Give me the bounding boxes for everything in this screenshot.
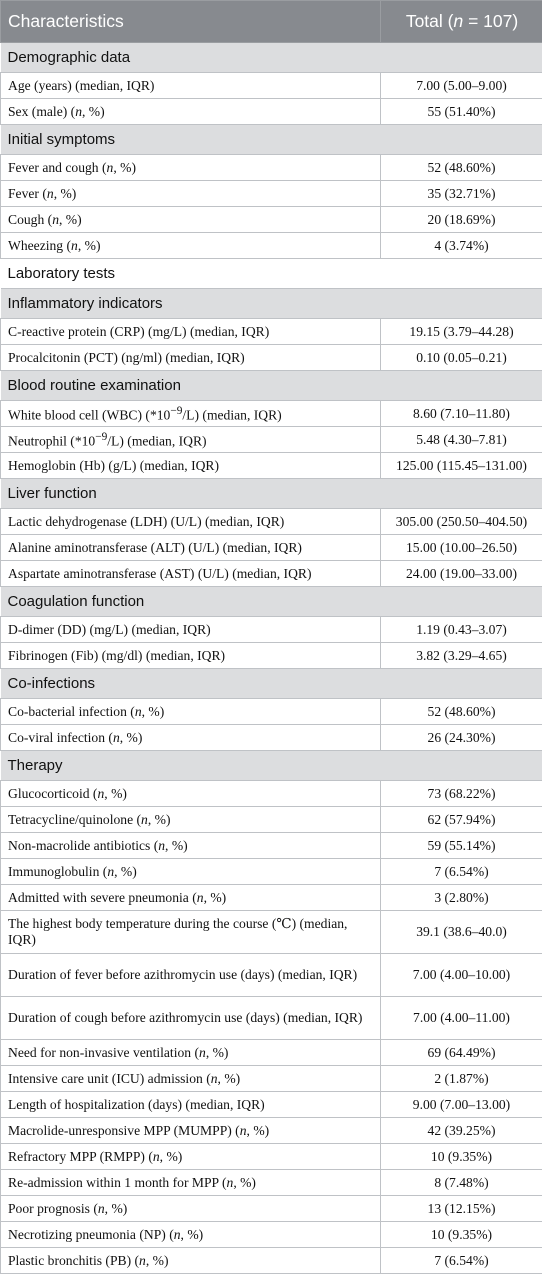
row-label: Alanine aminotransferase (ALT) (U/L) (median, IQR) — [1, 535, 381, 561]
row-label: Lactic dehydrogenase (LDH) (U/L) (median, IQR) — [1, 509, 381, 535]
table-header-row — [1, 1, 542, 43]
table-row — [1, 535, 542, 561]
row-label: Refractory MPP (RMPP) (n, %) — [1, 1144, 381, 1170]
table-row — [1, 997, 542, 1040]
row-label: Age (years) (median, IQR) — [1, 73, 381, 99]
row-value: 7.00 (4.00–10.00) — [381, 954, 542, 997]
table-row — [1, 807, 542, 833]
table-row — [1, 345, 542, 371]
row-label: Length of hospitalization (days) (median, IQR) — [1, 1092, 381, 1118]
table-row — [1, 833, 542, 859]
row-value: 2 (1.87%) — [381, 1066, 542, 1092]
table-row — [1, 699, 542, 725]
row-label: Co-viral infection (n, %) — [1, 725, 381, 751]
row-value: 7.00 (4.00–11.00) — [381, 997, 542, 1040]
row-value: 9.00 (7.00–13.00) — [381, 1092, 542, 1118]
row-value: 35 (32.71%) — [381, 181, 542, 207]
table-row — [1, 509, 542, 535]
section-label: Laboratory tests — [1, 259, 542, 289]
row-value: 8 (7.48%) — [381, 1170, 542, 1196]
table-row — [1, 233, 542, 259]
row-value: 10 (9.35%) — [381, 1144, 542, 1170]
row-label: D-dimer (DD) (mg/L) (median, IQR) — [1, 617, 381, 643]
section-label: Co-infections — [1, 669, 542, 699]
table-row — [1, 1040, 542, 1066]
row-label: Non-macrolide antibiotics (n, %) — [1, 833, 381, 859]
table-body — [1, 43, 542, 1274]
row-value: 125.00 (115.45–131.00) — [381, 453, 542, 479]
row-label: Necrotizing pneumonia (NP) (n, %) — [1, 1222, 381, 1248]
section-header-row — [1, 125, 542, 155]
section-header-row — [1, 669, 542, 699]
row-label: White blood cell (WBC) $(*10^{-9}/L)$ (median, IQR) — [1, 401, 381, 427]
table-row — [1, 73, 542, 99]
row-label: Hemoglobin (Hb) (g/L) (median, IQR) — [1, 453, 381, 479]
row-label: Fever (n, %) — [1, 181, 381, 207]
header-characteristics: Characteristics — [1, 1, 381, 43]
table-row — [1, 885, 542, 911]
row-label: Tetracycline/quinolone (n, %) — [1, 807, 381, 833]
table-row — [1, 427, 542, 453]
row-value: 55 (51.40%) — [381, 99, 542, 125]
table-row — [1, 1144, 542, 1170]
row-label: Need for non-invasive ventilation (n, %) — [1, 1040, 381, 1066]
table-row — [1, 617, 542, 643]
row-label: Neutrophil $(*10^{-9}/L)$ (median, IQR) — [1, 427, 381, 453]
table-row — [1, 859, 542, 885]
row-label: Poor prognosis (n, %) — [1, 1196, 381, 1222]
row-label: Plastic bronchitis (PB) (n, %) — [1, 1248, 381, 1274]
row-value: 26 (24.30%) — [381, 725, 542, 751]
row-value: 42 (39.25%) — [381, 1118, 542, 1144]
section-label: Inflammatory indicators — [1, 289, 542, 319]
row-value: 1.19 (0.43–3.07) — [381, 617, 542, 643]
row-label: Intensive care unit (ICU) admission (n, %) — [1, 1066, 381, 1092]
row-value: 15.00 (10.00–26.50) — [381, 535, 542, 561]
row-label: Macrolide-unresponsive MPP (MUMPP) (n, %) — [1, 1118, 381, 1144]
table-row — [1, 1222, 542, 1248]
row-label: Admitted with severe pneumonia (n, %) — [1, 885, 381, 911]
row-label: Fibrinogen (Fib) (mg/dl) (median, IQR) — [1, 643, 381, 669]
section-label: Demographic data — [1, 43, 542, 73]
table-row — [1, 99, 542, 125]
table-row — [1, 207, 542, 233]
section-header-row — [1, 371, 542, 401]
row-value: 62 (57.94%) — [381, 807, 542, 833]
table-row — [1, 643, 542, 669]
row-value: 39.1 (38.6–40.0) — [381, 911, 542, 954]
row-value: 7.00 (5.00–9.00) — [381, 73, 542, 99]
table-row — [1, 401, 542, 427]
section-label: Therapy — [1, 751, 542, 781]
row-label: Fever and cough (n, %) — [1, 155, 381, 181]
row-label: C-reactive protein (CRP) (mg/L) (median, IQR) — [1, 319, 381, 345]
row-value: 0.10 (0.05–0.21) — [381, 345, 542, 371]
table-row — [1, 725, 542, 751]
section-header-row — [1, 587, 542, 617]
row-value: 59 (55.14%) — [381, 833, 542, 859]
section-label: Coagulation function — [1, 587, 542, 617]
table-row — [1, 1066, 542, 1092]
section-header-row — [1, 43, 542, 73]
table-row — [1, 181, 542, 207]
row-value: 8.60 (7.10–11.80) — [381, 401, 542, 427]
row-value: 5.48 (4.30–7.81) — [381, 427, 542, 453]
row-value: 69 (64.49%) — [381, 1040, 542, 1066]
table-row — [1, 1248, 542, 1274]
row-value: 20 (18.69%) — [381, 207, 542, 233]
row-label: Cough (n, %) — [1, 207, 381, 233]
table-row — [1, 1118, 542, 1144]
header-total: Total (n = 107) — [381, 1, 542, 43]
row-label: Immunoglobulin (n, %) — [1, 859, 381, 885]
table-row — [1, 781, 542, 807]
row-value: 52 (48.60%) — [381, 155, 542, 181]
row-value: 4 (3.74%) — [381, 233, 542, 259]
section-label: Initial symptoms — [1, 125, 542, 155]
row-label: Re-admission within 1 month for MPP (n, %) — [1, 1170, 381, 1196]
row-value: 305.00 (250.50–404.50) — [381, 509, 542, 535]
section-label: Liver function — [1, 479, 542, 509]
table-row — [1, 1170, 542, 1196]
row-value: 3 (2.80%) — [381, 885, 542, 911]
section-label: Blood routine examination — [1, 371, 542, 401]
row-label: Duration of fever before azithromycin use (days) (median, IQR) — [1, 954, 381, 997]
row-value: 3.82 (3.29–4.65) — [381, 643, 542, 669]
section-header-row — [1, 751, 542, 781]
row-label: The highest body temperature during the course (℃) (median, IQR) — [1, 911, 381, 954]
row-label: Duration of cough before azithromycin use (days) (median, IQR) — [1, 997, 381, 1040]
row-value: 19.15 (3.79–44.28) — [381, 319, 542, 345]
table-row — [1, 1092, 542, 1118]
row-value: 24.00 (19.00–33.00) — [381, 561, 542, 587]
section-header-row — [1, 479, 542, 509]
row-value: 13 (12.15%) — [381, 1196, 542, 1222]
section-header-row — [1, 259, 542, 289]
section-header-row — [1, 289, 542, 319]
row-label: Sex (male) (n, %) — [1, 99, 381, 125]
row-label: Procalcitonin (PCT) (ng/ml) (median, IQR) — [1, 345, 381, 371]
row-value: 7 (6.54%) — [381, 859, 542, 885]
row-label: Wheezing (n, %) — [1, 233, 381, 259]
table-row — [1, 911, 542, 954]
table-row — [1, 954, 542, 997]
row-value: 52 (48.60%) — [381, 699, 542, 725]
table-row — [1, 1196, 542, 1222]
row-label: Aspartate aminotransferase (AST) (U/L) (median, IQR) — [1, 561, 381, 587]
table-row — [1, 155, 542, 181]
table-row — [1, 453, 542, 479]
row-value: 73 (68.22%) — [381, 781, 542, 807]
table-row — [1, 561, 542, 587]
row-value: 10 (9.35%) — [381, 1222, 542, 1248]
row-label: Co-bacterial infection (n, %) — [1, 699, 381, 725]
row-value: 7 (6.54%) — [381, 1248, 542, 1274]
table-row — [1, 319, 542, 345]
row-label: Glucocorticoid (n, %) — [1, 781, 381, 807]
